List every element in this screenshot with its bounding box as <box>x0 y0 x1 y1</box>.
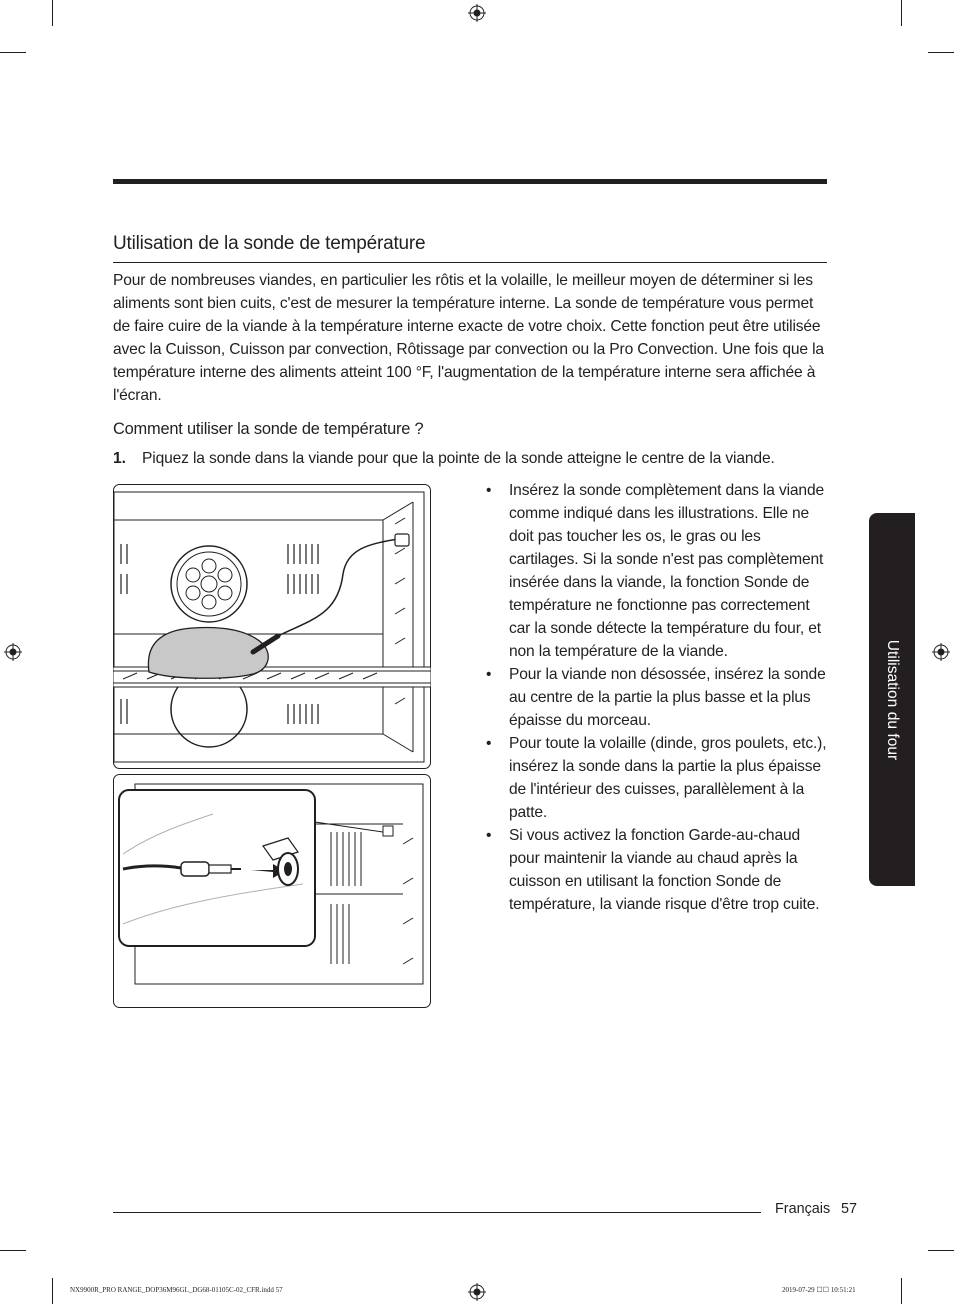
registration-mark-icon <box>468 1283 486 1301</box>
tips-list <box>484 479 828 916</box>
oven-probe-illustration <box>113 484 431 769</box>
crop-mark <box>0 52 26 53</box>
chapter-tab <box>869 513 915 886</box>
registration-mark-icon <box>4 643 22 661</box>
page-number: 57 <box>841 1201 858 1217</box>
section-title: Utilisation de la sonde de température <box>113 233 426 254</box>
footer-rule <box>113 1212 761 1213</box>
step-text: Piquez la sonde dans la viande pour que la pointe de la sonde atteigne le centre de la viande. <box>142 450 775 467</box>
list-item: • Si vous activez la fonction Garde-au-chaud pour maintenir la viande au chaud après la cuisson en utilisant la fonction Sonde de température, la viande risque d'être trop cuite. <box>486 827 820 913</box>
print-slug-date: 2019-07-29 ☐☐ 10:51:21 <box>782 1286 856 1294</box>
step-number: 1. <box>113 450 127 467</box>
crop-mark <box>52 0 53 26</box>
registration-mark-icon <box>468 4 486 22</box>
list-item: • Insérez la sonde complètement dans la viande comme indiqué dans les illustrations. Elle ne doit pas toucher les os, le gras ou les cartilages. Si la sonde n'est pas complètement insérée dans la viande, la fonction Sonde de température ne fonctionne pas correctement car la sonde détecte la température du four, et non la température de la viande. <box>486 482 824 660</box>
howto-heading: Comment utiliser la sonde de température ? <box>113 420 424 438</box>
crop-mark <box>901 1278 902 1304</box>
crop-mark <box>901 0 902 26</box>
crop-mark <box>0 1250 26 1251</box>
registration-mark-icon <box>932 643 950 661</box>
probe-socket-illustration <box>113 774 431 1008</box>
crop-mark <box>928 1250 954 1251</box>
crop-mark <box>52 1278 53 1304</box>
list-item: • Pour la viande non désossée, insérez la sonde au centre de la partie la plus basse et la plus épaisse du morceau. <box>486 666 826 729</box>
intro-paragraph: Pour de nombreuses viandes, en particulier les rôtis et la volaille, le meilleur moyen de déterminer si les aliments sont bien cuits, c'est de mesurer la température interne. La sonde de température vous permet de faire cuire de la viande à la température interne exacte de votre choix. Cette fonction peut être utilisée avec la Cuisson, Cuisson par convection, Rôtissage par convection ou la Pro Convection. Une fois que la température interne des aliments atteint 100 °F, l'augmentation de la température interne sera affichée à l'écran. <box>113 272 824 404</box>
top-rule <box>113 179 827 184</box>
title-rule <box>113 262 827 263</box>
print-slug-file: NX9900R_PRO RANGE_DOP36M96GL_DG68-01105C-02_CFR.indd 57 <box>70 1286 283 1294</box>
list-item: • Pour toute la volaille (dinde, gros poulets, etc.), insérez la sonde dans la partie la plus épaisse de l'intérieur des cuisses, parallèlement à la patte. <box>486 735 827 821</box>
crop-mark <box>928 52 954 53</box>
chapter-tab-label: Utilisation du four <box>884 639 901 760</box>
footer-language: Français <box>775 1201 831 1217</box>
